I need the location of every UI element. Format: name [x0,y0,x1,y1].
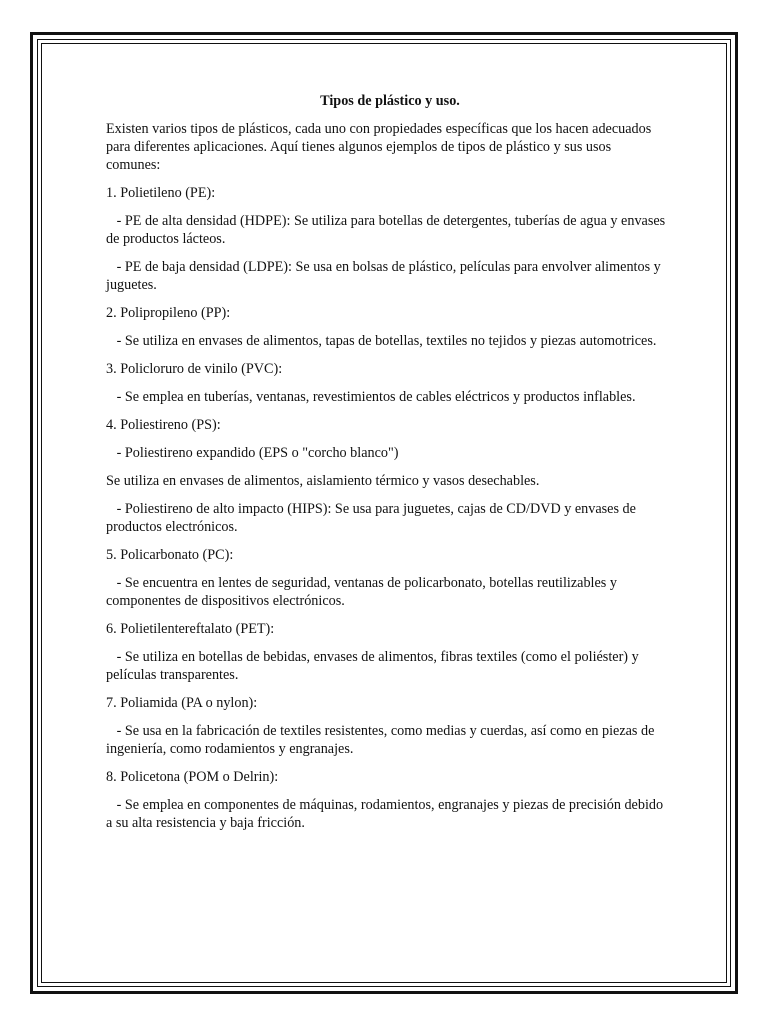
heading-pvc: 3. Policloruro de vinilo (PVC): [106,361,283,377]
heading-poliamida: 7. Poliamida (PA o nylon): [106,695,258,711]
item-pet-uses: - Se utiliza en botellas de bebidas, envases de alimentos, fibras textiles (como el poliéster) y películas transparentes. [106,649,643,683]
item-pa-uses: - Se usa en la fabricación de textiles resistentes, como medias y cuerdas, así como en piezas de ingeniería, como rodamientos y engranajes. [106,723,658,757]
heading-pet: 6. Polietilentereftalato (PET): [106,621,275,637]
item-hdpe: - PE de alta densidad (HDPE): Se utiliza para botellas de detergentes, tuberías de agua y envases de productos lácteos. [106,213,669,247]
document-title: Tipos de plástico y uso. [320,93,460,109]
heading-policarbonato: 5. Policarbonato (PC): [106,547,234,563]
heading-polipropileno: 2. Polipropileno (PP): [106,305,231,321]
item-pvc-uses: - Se emplea en tuberías, ventanas, revestimientos de cables eléctricos y productos inflables. [106,389,636,405]
item-pp-uses: - Se utiliza en envases de alimentos, tapas de botellas, textiles no tejidos y piezas automotrices. [106,333,657,349]
item-pc-uses: - Se encuentra en lentes de seguridad, ventanas de policarbonato, botellas reutilizables y componentes de dispositivos electrónicos. [106,575,621,609]
document-body [106,92,669,842]
heading-polietileno: 1. Polietileno (PE): [106,185,216,201]
heading-poliestireno: 4. Poliestireno (PS): [106,417,221,433]
item-eps: - Poliestireno expandido (EPS o "corcho blanco") [106,445,399,461]
item-hips: - Poliestireno de alto impacto (HIPS): Se usa para juguetes, cajas de CD/DVD y envases de productos electrónicos. [106,501,640,535]
item-ldpe: - PE de baja densidad (LDPE): Se usa en bolsas de plástico, películas para envolver alimentos y juguetes. [106,259,665,293]
intro-paragraph: Existen varios tipos de plásticos, cada uno con propiedades específicas que los hacen adecuados para diferentes aplicaciones. Aquí tienes algunos ejemplos de tipos de plástico y sus usos comunes: [106,121,652,173]
heading-policetona: 8. Policetona (POM o Delrin): [106,769,279,785]
item-eps-uses: Se utiliza en envases de alimentos, aislamiento térmico y vasos desechables. [106,473,540,489]
item-pom-uses: - Se emplea en componentes de máquinas, rodamientos, engranajes y piezas de precisión debido a su alta resistencia y baja fricción. [106,797,667,831]
